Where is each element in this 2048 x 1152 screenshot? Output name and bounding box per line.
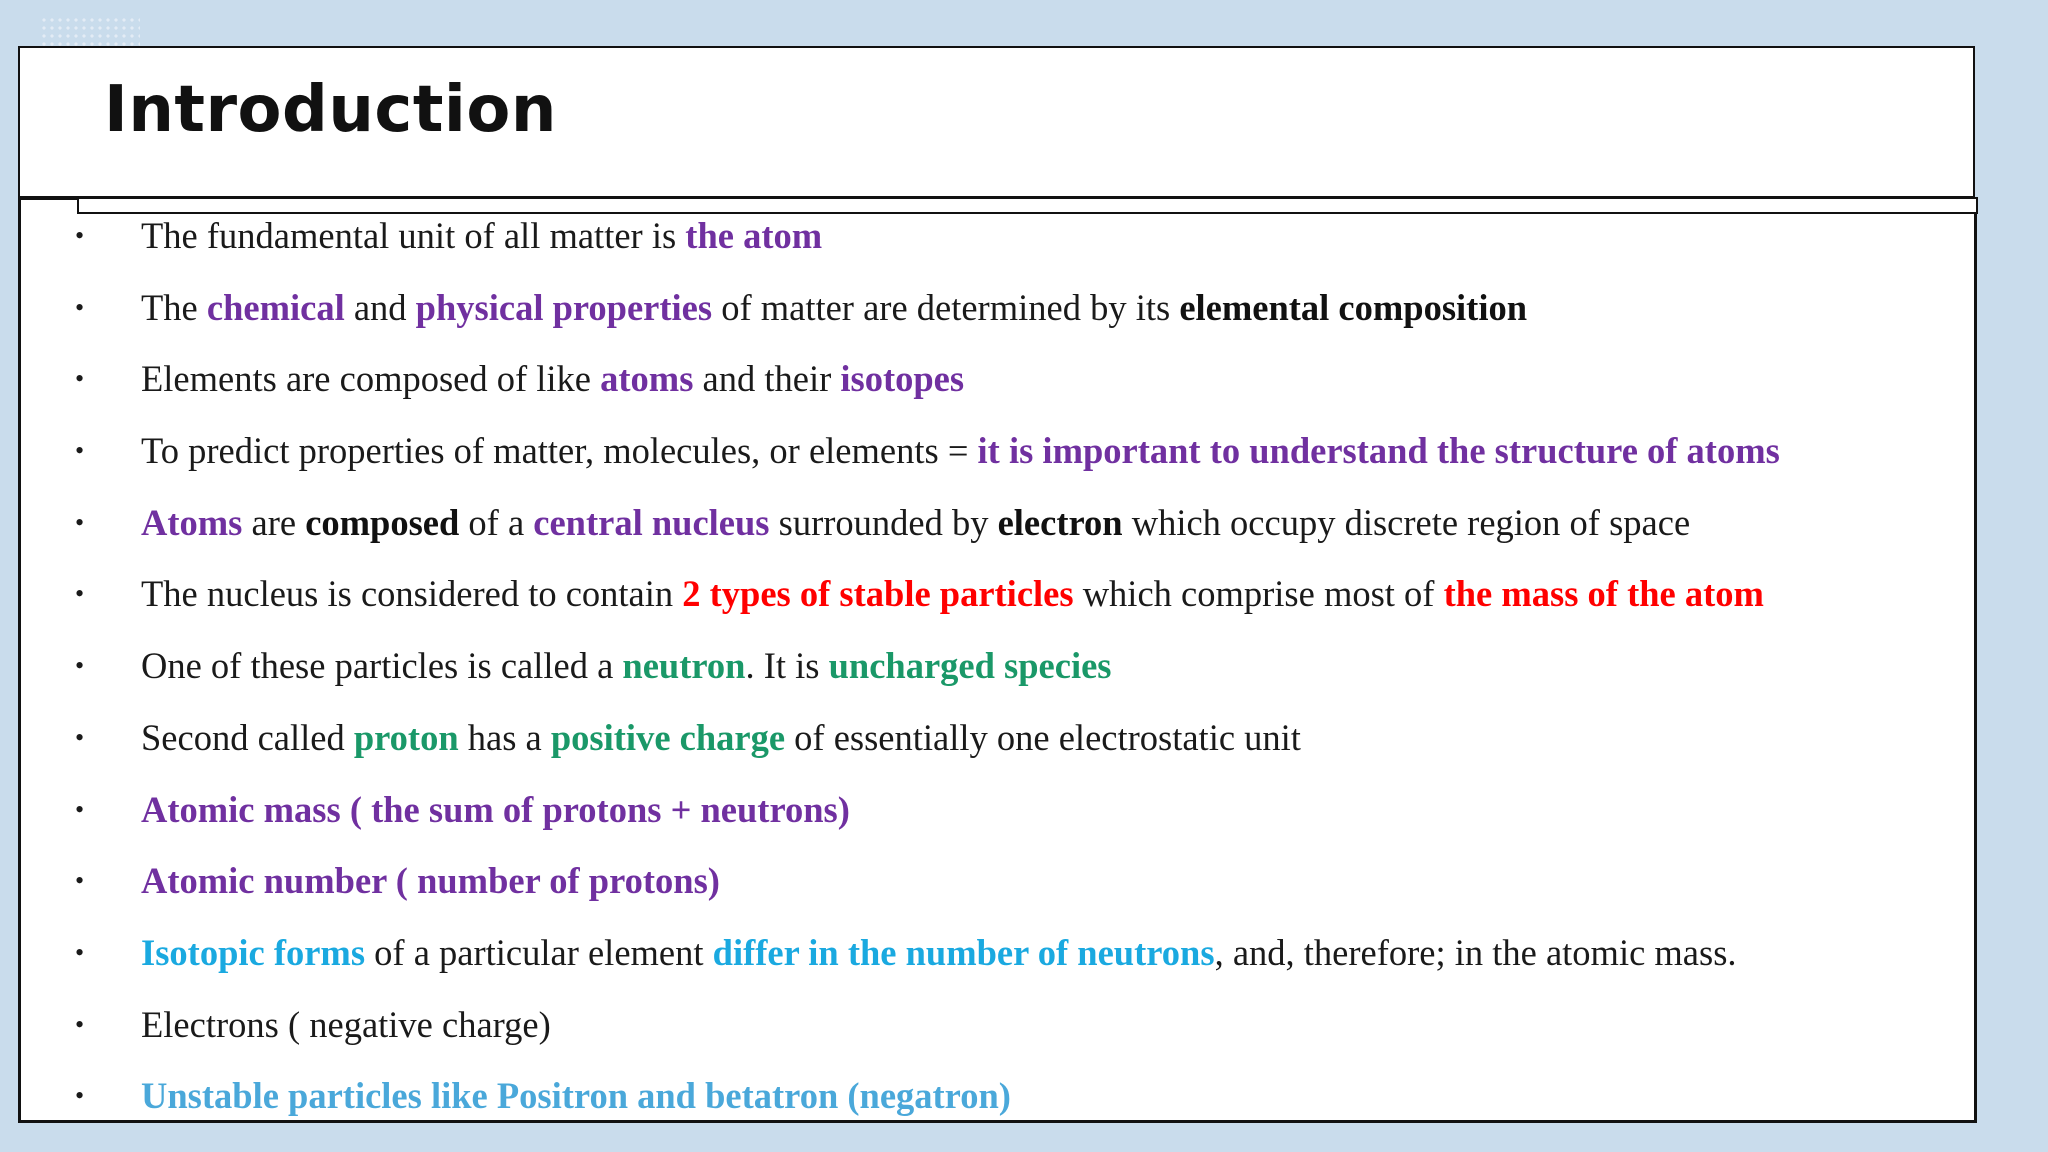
bullet-segment: , and, therefore; in the atomic mass. <box>1214 931 1737 973</box>
bullet-segment: Elements are composed of like <box>141 358 601 400</box>
bullet-segment: of essentially one electrostatic unit <box>785 716 1301 758</box>
bullet-segment: Second called <box>141 716 354 758</box>
bullet-text <box>141 1074 1011 1118</box>
bullet-segment: of a <box>459 501 534 543</box>
bullet-text <box>141 501 1690 545</box>
bullet-segment: The nucleus is considered to contain <box>141 573 683 615</box>
bullet-item <box>21 572 1974 644</box>
bullet-text <box>141 286 1527 330</box>
bullet-text <box>141 716 1301 760</box>
slide-title-box <box>18 46 1975 198</box>
bullet-segment: electron <box>997 501 1123 543</box>
bullet-dot-icon: • <box>75 436 85 466</box>
bullet-item <box>21 1003 1974 1075</box>
bullet-item <box>21 859 1974 931</box>
bullet-segment: which occupy discrete region of space <box>1122 501 1691 543</box>
bullet-text <box>141 931 1737 975</box>
bullet-segment: and their <box>693 358 841 400</box>
bullet-segment: surrounded by <box>769 501 998 543</box>
bullet-segment: and <box>344 286 416 328</box>
bullet-segment: uncharged species <box>828 645 1112 687</box>
bullet-segment: The <box>141 286 207 328</box>
bullet-segment: One of these particles is called a <box>141 645 623 687</box>
bullet-text <box>141 788 850 832</box>
bullet-dot-icon: • <box>75 364 85 394</box>
bullet-segment: the mass of the atom <box>1443 573 1764 615</box>
bullet-segment: . It is <box>745 645 829 687</box>
bullet-segment: the atom <box>685 215 823 256</box>
bullet-text <box>141 357 964 401</box>
bullet-segment: proton <box>353 716 459 758</box>
bullet-dot-icon: • <box>75 221 85 250</box>
slide-content-box <box>18 198 1977 1123</box>
bullet-segment: 2 types of stable particles <box>682 573 1074 615</box>
bullet-segment: The fundamental unit of all matter is <box>141 215 686 256</box>
bullet-text <box>141 1003 551 1047</box>
bullet-item <box>21 716 1974 788</box>
content-box-inner-tab <box>77 197 1978 214</box>
bullet-dot-icon: • <box>75 794 85 824</box>
bullet-dot-icon: • <box>75 937 85 967</box>
bullet-segment: are <box>242 501 306 543</box>
bullet-item <box>21 429 1974 501</box>
bullet-item <box>21 501 1974 573</box>
bullet-item <box>21 788 1974 860</box>
bullet-segment: Atomic number ( number of protons) <box>141 860 720 902</box>
bullet-segment: composed <box>305 501 460 543</box>
bullet-segment: Atomic mass ( the sum of protons + neutrons) <box>141 788 850 830</box>
bullet-item <box>21 1074 1974 1146</box>
bullet-dot-icon: • <box>75 579 85 609</box>
bullet-segment: central nucleus <box>533 501 770 543</box>
bullet-segment: Isotopic forms <box>141 931 366 973</box>
bullet-segment: has a <box>458 716 551 758</box>
bullet-segment: of matter are determined by its <box>712 286 1180 328</box>
bullet-text <box>141 572 1764 616</box>
bullet-item <box>21 931 1974 1003</box>
bullet-dot-icon: • <box>75 507 85 537</box>
bullet-segment: physical properties <box>415 286 713 328</box>
bullet-dot-icon: • <box>75 651 85 681</box>
bullet-item <box>21 286 1974 358</box>
bullet-segment: chemical <box>206 286 345 328</box>
bullet-dot-icon: • <box>75 866 85 896</box>
bullet-text <box>141 644 1111 688</box>
bullet-segment: atoms <box>600 358 694 400</box>
bullet-text <box>141 214 822 258</box>
bullet-segment: Electrons ( negative charge) <box>141 1003 551 1045</box>
slide-title: Introduction <box>104 73 557 147</box>
bullet-segment: neutron <box>622 645 746 687</box>
bullet-segment: differ in the number of neutrons <box>712 931 1215 973</box>
bullet-segment: elemental composition <box>1179 286 1528 328</box>
bullet-segment: of a particular element <box>365 931 713 973</box>
bullet-segment: which comprise most of <box>1073 573 1444 615</box>
bullet-item <box>21 644 1974 716</box>
bullet-segment: isotopes <box>840 358 965 400</box>
bullet-segment: To predict properties of matter, molecules, or elements = <box>141 430 978 472</box>
bullet-dot-icon: • <box>75 292 85 322</box>
bullet-dot-icon: • <box>75 722 85 752</box>
bullet-dot-icon: • <box>75 1009 85 1039</box>
decorative-dot-pattern <box>40 16 140 46</box>
bullet-segment: Unstable particles like Positron and betatron (negatron) <box>141 1075 1011 1117</box>
bullet-dot-icon: • <box>75 1081 85 1111</box>
bullet-item <box>21 214 1974 286</box>
bullet-segment: positive charge <box>550 716 786 758</box>
bullet-list <box>21 214 1974 1146</box>
bullet-text <box>141 859 720 903</box>
bullet-text <box>141 429 1780 473</box>
bullet-segment: Atoms <box>141 501 243 543</box>
bullet-segment: it is important to understand the structure of atoms <box>977 430 1780 472</box>
bullet-item <box>21 357 1974 429</box>
